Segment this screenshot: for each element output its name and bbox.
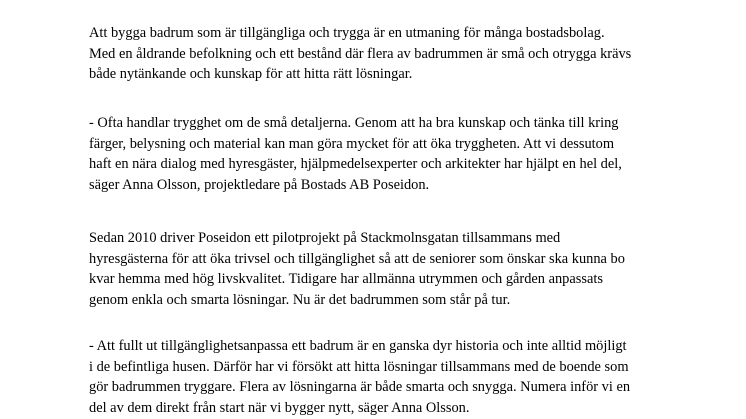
text-line: färger, belysning och material kan man göra mycket för att öka tryggheten. Att vi dessutom — [89, 135, 615, 152]
text-line: - Att fullt ut tillgänglighetsanpassa ett badrum är en ganska dyr historia och inte alltid möjligt — [89, 338, 627, 354]
text-line: Att bygga badrum som är tillgängliga och trygga är en utmaning för många bostadsbolag. — [89, 25, 605, 41]
text-line: säger Anna Olsson, projektledare på Bostads AB Poseidon. — [89, 176, 430, 193]
paragraph-project — [89, 228, 709, 310]
text-line: genom enkla och smarta lösningar. Nu är det badrummen som står på tur. — [89, 291, 511, 308]
paragraph-quote-1 — [89, 113, 709, 195]
text-line: i de befintliga husen. Därför har vi försökt att hitta lösningar tillsammans med de boende som — [89, 358, 629, 375]
text-line: hyresgästerna för att öka trivsel och tillgänglighet så att de seniorer som önskar ska kunna bo — [89, 250, 625, 267]
paragraph-quote-2 — [89, 336, 709, 418]
text-line: Med en åldrande befolkning och ett bestånd där flera av badrummen är små och otrygga krävs — [89, 45, 632, 62]
text-line: kvar hemma med hög livskvalitet. Tidigare har allmänna utrymmen och gården anpassats — [89, 271, 603, 287]
text-line: del av dem direkt från start när vi bygger nytt, säger Anna Olsson. — [89, 399, 470, 416]
text-line: både nytänkande och kunskap för att hitta rätt lösningar. — [89, 66, 413, 82]
text-line: - Ofta handlar trygghet om de små detaljerna. Genom att ha bra kunskap och tänka till kring — [89, 115, 619, 131]
text-line: gör badrummen tryggare. Flera av lösningarna är både smarta och snygga. Numera inför vi en — [89, 379, 631, 395]
paragraph-intro — [89, 23, 709, 85]
text-line: haft en nära dialog med hyresgäster, hjälpmedelsexperter och arkitekter har hjälpt en hel del, — [89, 156, 622, 172]
text-line: Sedan 2010 driver Poseidon ett pilotprojekt på Stackmolnsgatan tillsammans med — [89, 230, 561, 246]
